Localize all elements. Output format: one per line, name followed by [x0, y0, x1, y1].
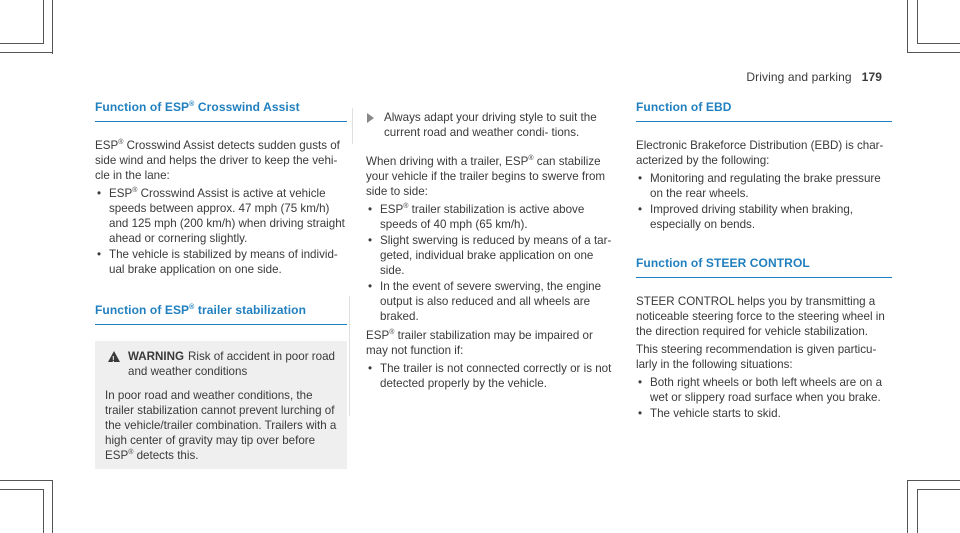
section-title: Driving and parking [746, 70, 852, 84]
heading-trailer-stabilization: Function of ESP® trailer stabilization [95, 303, 347, 325]
crosswind-list [95, 186, 347, 277]
steer-situations: This steering recommendation is given particu‐ larly in the following situations: [636, 343, 877, 371]
warning-body: In poor road and weather conditions, the trailer stabilization cannot prevent lurching of the vehicle/trailer combination. Trailers with a high center of gravity may tip over before ESP® detects this. [105, 389, 337, 462]
crop-mark-bottom-left-h2 [0, 480, 53, 481]
crop-mark-bottom-right-h [907, 480, 960, 481]
ebd-intro: Electronic Brakeforce Distribution (EBD) is char‐ acterized by the following: [636, 139, 884, 167]
impaired-list [366, 361, 616, 391]
crop-mark-top-left-h [0, 43, 44, 44]
trailer-intro: When driving with a trailer, ESP® can stabilize your vehicle if the trailer begins to swerve from side to side: [366, 155, 606, 198]
heading-crosswind-assist: Function of ESP® Crosswind Assist [95, 100, 347, 122]
heading-steer-control: Function of STEER CONTROL [636, 256, 892, 278]
list-item: • Slight swerving is reduced by means of a tar‐ geted, individual brake application on one side. [366, 233, 616, 278]
steer-list [636, 375, 892, 421]
column-middle [366, 108, 616, 392]
warning-lead: Risk of accident in poor road and weather conditions [128, 350, 335, 378]
ebd-list [636, 171, 892, 232]
list-item: • Improved driving stability when braking, especially on bends. [636, 202, 892, 232]
crop-mark-bottom-left-v [43, 489, 44, 533]
crop-mark-bottom-right-h2 [917, 489, 960, 490]
crop-mark-top-right-v [907, 0, 908, 53]
crop-mark-top-left-v2 [52, 0, 53, 54]
column-divider [349, 296, 350, 416]
crop-mark-top-right-h [907, 52, 960, 53]
crop-mark-bottom-right-v2 [917, 489, 918, 533]
crop-mark-top-right-v2 [917, 0, 918, 44]
crop-mark-bottom-left-h [0, 489, 44, 490]
crop-mark-top-left-h2 [0, 52, 53, 53]
column-right [636, 100, 892, 422]
warning-label: WARNING [128, 350, 185, 363]
list-item: • In the event of severe swerving, the engine output is also reduced and all wheels are braked. [366, 279, 616, 324]
running-header [746, 70, 882, 84]
note-block [352, 108, 616, 144]
crop-mark-top-left-v [43, 0, 44, 44]
warning-box [95, 341, 347, 469]
list-item: • ESP® trailer stabilization is active above speeds of 40 mph (65 km/h). [366, 202, 616, 232]
list-item: • The vehicle starts to skid. [636, 406, 892, 421]
list-item: • The vehicle is stabilized by means of individ‐ ual brake application on one side. [95, 247, 347, 277]
note-text: Always adapt your driving style to suit the current road and weather condi‐ tions. [384, 111, 597, 139]
crop-mark-top-right-h2 [917, 43, 960, 44]
list-item: • Monitoring and regulating the brake pressure on the rear wheels. [636, 171, 892, 201]
crosswind-intro: ESP® Crosswind Assist detects sudden gusts of side wind and helps the driver to keep the vehi‐ cle in the lane: [95, 139, 340, 182]
trailer-list [366, 202, 616, 324]
page-number: 179 [861, 70, 882, 84]
heading-ebd: Function of EBD [636, 100, 892, 122]
warning-triangle-icon [108, 351, 120, 362]
steer-intro: STEER CONTROL helps you by transmitting a noticeable steering force to the steering wheel in the direction required for vehicle stabilization. [636, 295, 885, 338]
column-left [95, 100, 347, 473]
trailer-impaired: ESP® trailer stabilization may be impaired or may not function if: [366, 329, 593, 357]
list-item: • Both right wheels or both left wheels are on a wet or slippery road surface when you brake. [636, 375, 892, 405]
list-item: • ESP® Crosswind Assist is active at vehicle speeds between approx. 47 mph (75 km/h) and 125 mph (200 km/h) when driving straight ahead or cornering slightly. [95, 186, 347, 246]
crop-mark-bottom-left-v2 [52, 480, 53, 533]
note-arrow-icon [367, 113, 374, 123]
crop-mark-bottom-right-v [907, 480, 908, 533]
list-item: • The trailer is not connected correctly or is not detected properly by the vehicle. [366, 361, 616, 391]
